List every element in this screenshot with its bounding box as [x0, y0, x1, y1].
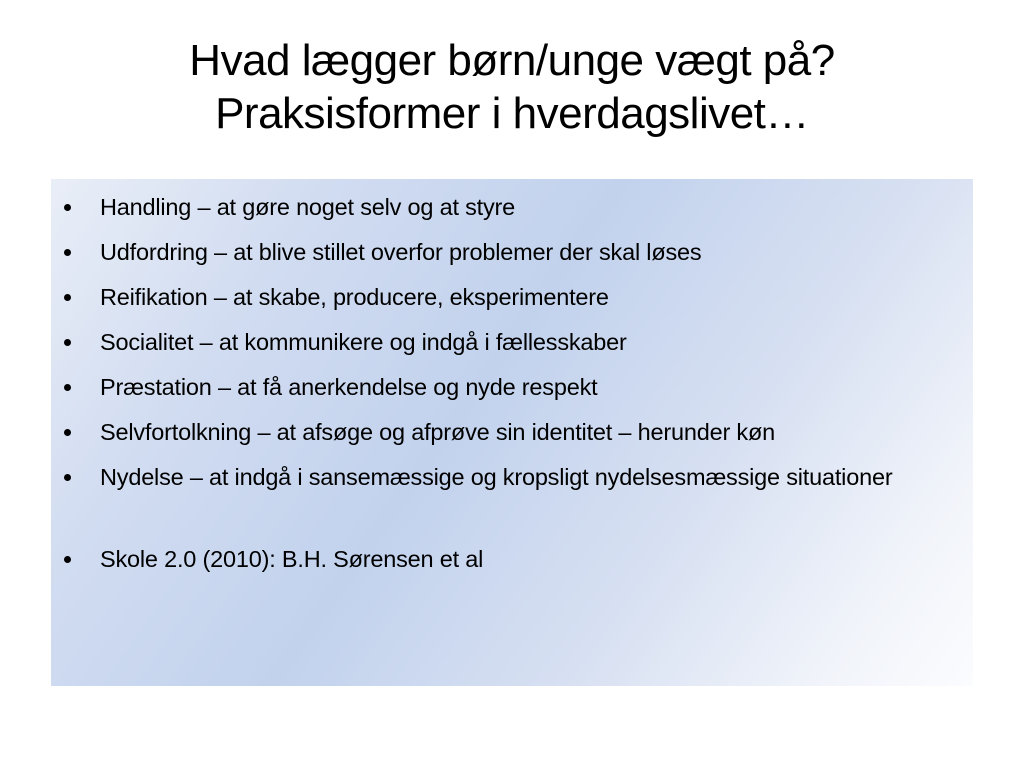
slide-title — [60, 34, 964, 140]
title-line-1: Hvad lægger børn/unge vægt på? — [189, 36, 835, 85]
bullet-item-reifikation — [51, 279, 973, 316]
bullet-dot-icon — [64, 339, 71, 346]
bullet-item-selvfortolkning — [51, 414, 973, 451]
bullet-dot-icon — [64, 474, 71, 481]
bullet-text: Socialitet – at kommunikere og indgå i fællesskaber — [100, 329, 627, 355]
bullet-item-reference — [51, 541, 973, 578]
bullet-dot-icon — [64, 249, 71, 256]
bullet-text: Udfordring – at blive stillet overfor problemer der skal løses — [100, 239, 702, 265]
bullet-item-udfordring — [51, 234, 973, 271]
bullet-dot-icon — [64, 294, 71, 301]
title-line-2: Praksisformer i hverdagslivet… — [215, 89, 809, 138]
bullet-item-socialitet — [51, 324, 973, 361]
bullet-text: Skole 2.0 (2010): B.H. Sørensen et al — [100, 546, 484, 572]
bullet-dot-icon — [64, 204, 71, 211]
bullet-item-nydelse — [51, 459, 940, 496]
bullet-dot-icon — [64, 429, 71, 436]
bullet-text: Handling – at gøre noget selv og at styre — [100, 194, 516, 220]
content-box — [51, 179, 973, 686]
bullet-text: Nydelse – at indgå i sansemæssige og kropsligt nydelsesmæssige situationer — [100, 464, 893, 490]
bullet-text: Selvfortolkning – at afsøge og afprøve sin identitet – herunder køn — [100, 419, 776, 445]
bullet-dot-icon — [64, 384, 71, 391]
bullet-text: Reifikation – at skabe, producere, eksperimentere — [100, 284, 609, 310]
bullet-list — [51, 179, 973, 578]
bullet-text: Præstation – at få anerkendelse og nyde respekt — [100, 374, 598, 400]
bullet-dot-icon — [64, 556, 71, 563]
bullet-item-praestation — [51, 369, 973, 406]
bullet-item-handling — [51, 189, 973, 226]
